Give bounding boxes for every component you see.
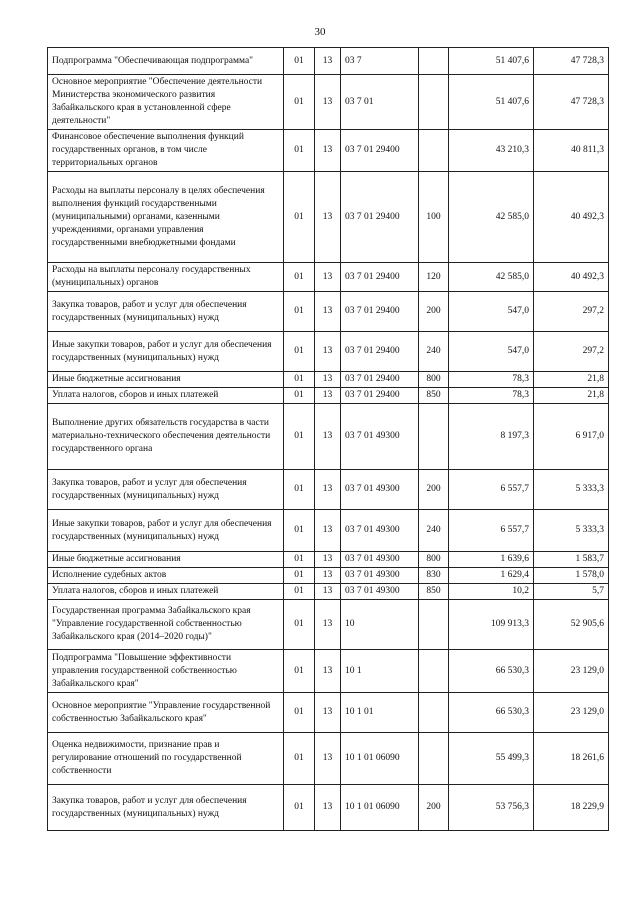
- row-section: 01: [284, 785, 315, 831]
- row-name: Государственная программа Забайкальского края "Управление государственной собственностью Забайкальского края (2014–2020 годы)": [48, 600, 284, 650]
- row-section: 01: [284, 510, 315, 552]
- row-subsection: 13: [315, 785, 341, 831]
- row-value-1: 6 557,7: [449, 510, 534, 552]
- row-section: 01: [284, 292, 315, 332]
- table-row: [48, 332, 609, 372]
- row-article: 03 7 01 49300: [341, 404, 419, 470]
- budget-table: [47, 47, 609, 831]
- row-section: 01: [284, 733, 315, 785]
- row-value-1: 42 585,0: [449, 172, 534, 263]
- row-value-1: 55 499,3: [449, 733, 534, 785]
- row-value-2: 18 229,9: [534, 785, 609, 831]
- row-expense-type: 800: [419, 552, 449, 568]
- row-article: 10 1: [341, 650, 419, 693]
- row-subsection: 13: [315, 404, 341, 470]
- row-value-2: 297,2: [534, 292, 609, 332]
- row-expense-type: 850: [419, 388, 449, 404]
- row-value-2: 1 578,0: [534, 568, 609, 584]
- row-article: 03 7 01 49300: [341, 470, 419, 510]
- row-value-2: 40 492,3: [534, 263, 609, 292]
- table-row: [48, 785, 609, 831]
- row-section: 01: [284, 372, 315, 388]
- row-section: 01: [284, 130, 315, 172]
- row-value-2: 21,8: [534, 372, 609, 388]
- row-name: Расходы на выплаты персоналу государственных (муниципальных) органов: [48, 263, 284, 292]
- row-value-1: 547,0: [449, 332, 534, 372]
- row-section: 01: [284, 568, 315, 584]
- row-name: Иные закупки товаров, работ и услуг для обеспечения государственных (муниципальных) нужд: [48, 510, 284, 552]
- row-subsection: 13: [315, 733, 341, 785]
- row-value-2: 47 728,3: [534, 75, 609, 130]
- table-row: [48, 568, 609, 584]
- row-value-1: 547,0: [449, 292, 534, 332]
- row-value-2: 18 261,6: [534, 733, 609, 785]
- row-value-2: 52 905,6: [534, 600, 609, 650]
- row-value-2: 47 728,3: [534, 48, 609, 75]
- row-expense-type: 120: [419, 263, 449, 292]
- row-article: 10: [341, 600, 419, 650]
- table-row: [48, 48, 609, 75]
- table-row: [48, 130, 609, 172]
- row-subsection: 13: [315, 332, 341, 372]
- row-subsection: 13: [315, 584, 341, 600]
- row-subsection: 13: [315, 470, 341, 510]
- row-name: Закупка товаров, работ и услуг для обеспечения государственных (муниципальных) нужд: [48, 292, 284, 332]
- row-expense-type: [419, 650, 449, 693]
- table-row: [48, 404, 609, 470]
- row-value-2: 6 917,0: [534, 404, 609, 470]
- row-expense-type: [419, 404, 449, 470]
- row-name: Оценка недвижимости, признание прав и регулирование отношений по государственной собственности: [48, 733, 284, 785]
- row-subsection: 13: [315, 600, 341, 650]
- row-value-1: 66 530,3: [449, 693, 534, 733]
- page-number: 30: [314, 26, 326, 38]
- table-row: [48, 372, 609, 388]
- row-section: 01: [284, 388, 315, 404]
- row-expense-type: [419, 693, 449, 733]
- row-subsection: 13: [315, 372, 341, 388]
- row-value-1: 78,3: [449, 372, 534, 388]
- row-article: 03 7 01 49300: [341, 584, 419, 600]
- row-value-2: 297,2: [534, 332, 609, 372]
- row-name: Закупка товаров, работ и услуг для обеспечения государственных (муниципальных) нужд: [48, 785, 284, 831]
- row-value-2: 1 583,7: [534, 552, 609, 568]
- row-value-1: 1 629,4: [449, 568, 534, 584]
- row-name: Выполнение других обязательств государства в части материально-технического обеспечения деятельности государственного органа: [48, 404, 284, 470]
- row-section: 01: [284, 332, 315, 372]
- row-value-2: 5 333,3: [534, 510, 609, 552]
- row-name: Иные закупки товаров, работ и услуг для обеспечения государственных (муниципальных) нужд: [48, 332, 284, 372]
- row-subsection: 13: [315, 693, 341, 733]
- row-subsection: 13: [315, 48, 341, 75]
- table-row: [48, 263, 609, 292]
- row-value-1: 66 530,3: [449, 650, 534, 693]
- row-value-1: 109 913,3: [449, 600, 534, 650]
- row-name: Финансовое обеспечение выполнения функций государственных органов, в том числе территориальных органов: [48, 130, 284, 172]
- table-row: [48, 693, 609, 733]
- row-subsection: 13: [315, 75, 341, 130]
- row-value-1: 51 407,6: [449, 75, 534, 130]
- row-name: Подпрограмма "Обеспечивающая подпрограмма": [48, 48, 284, 75]
- row-name: Закупка товаров, работ и услуг для обеспечения государственных (муниципальных) нужд: [48, 470, 284, 510]
- row-value-1: 42 585,0: [449, 263, 534, 292]
- row-article: 03 7 01 29400: [341, 130, 419, 172]
- row-name: Основное мероприятие "Обеспечение деятельности Министерства экономического развития Забайкальского края в установленной сфере деятельности": [48, 75, 284, 130]
- row-name: Расходы на выплаты персоналу в целях обеспечения выполнения функций государственными (муниципальными) органами, казенными учреждениями, органами управления государственными внебюджетными фондами: [48, 172, 284, 263]
- row-name: Иные бюджетные ассигнования: [48, 552, 284, 568]
- row-section: 01: [284, 552, 315, 568]
- row-name: Исполнение судебных актов: [48, 568, 284, 584]
- row-section: 01: [284, 263, 315, 292]
- row-value-1: 43 210,3: [449, 130, 534, 172]
- row-subsection: 13: [315, 510, 341, 552]
- table-row: [48, 733, 609, 785]
- row-article: 03 7 01 49300: [341, 552, 419, 568]
- row-article: 10 1 01 06090: [341, 785, 419, 831]
- row-name: Уплата налогов, сборов и иных платежей: [48, 584, 284, 600]
- row-subsection: 13: [315, 130, 341, 172]
- row-value-1: 78,3: [449, 388, 534, 404]
- row-article: 03 7 01 49300: [341, 510, 419, 552]
- row-value-2: 5,7: [534, 584, 609, 600]
- row-article: 03 7 01 29400: [341, 332, 419, 372]
- table-row: [48, 650, 609, 693]
- row-section: 01: [284, 75, 315, 130]
- row-subsection: 13: [315, 292, 341, 332]
- row-section: 01: [284, 172, 315, 263]
- row-name: Уплата налогов, сборов и иных платежей: [48, 388, 284, 404]
- row-section: 01: [284, 584, 315, 600]
- row-expense-type: [419, 48, 449, 75]
- row-expense-type: [419, 130, 449, 172]
- table-row: [48, 470, 609, 510]
- row-value-1: 10,2: [449, 584, 534, 600]
- row-subsection: 13: [315, 388, 341, 404]
- row-value-2: 21,8: [534, 388, 609, 404]
- row-expense-type: 240: [419, 510, 449, 552]
- row-section: 01: [284, 650, 315, 693]
- row-article: 03 7 01 29400: [341, 388, 419, 404]
- row-value-2: 23 129,0: [534, 693, 609, 733]
- row-name: Подпрограмма "Повышение эффективности управления государственной собственностью Забайкальского края": [48, 650, 284, 693]
- row-expense-type: 240: [419, 332, 449, 372]
- row-article: 10 1 01 06090: [341, 733, 419, 785]
- table-row: [48, 552, 609, 568]
- row-expense-type: 100: [419, 172, 449, 263]
- row-article: 03 7 01 29400: [341, 292, 419, 332]
- table-row: [48, 510, 609, 552]
- row-expense-type: [419, 600, 449, 650]
- row-expense-type: [419, 733, 449, 785]
- row-section: 01: [284, 48, 315, 75]
- row-section: 01: [284, 404, 315, 470]
- row-article: 03 7: [341, 48, 419, 75]
- row-name: Основное мероприятие "Управление государственной собственностью Забайкальского края": [48, 693, 284, 733]
- row-expense-type: 850: [419, 584, 449, 600]
- row-expense-type: 200: [419, 292, 449, 332]
- row-article: 03 7 01 29400: [341, 172, 419, 263]
- row-subsection: 13: [315, 172, 341, 263]
- row-section: 01: [284, 600, 315, 650]
- row-value-1: 6 557,7: [449, 470, 534, 510]
- row-section: 01: [284, 693, 315, 733]
- row-article: 10 1 01: [341, 693, 419, 733]
- row-subsection: 13: [315, 263, 341, 292]
- table-row: [48, 584, 609, 600]
- row-expense-type: 200: [419, 785, 449, 831]
- table-row: [48, 172, 609, 263]
- row-value-1: 8 197,3: [449, 404, 534, 470]
- row-subsection: 13: [315, 552, 341, 568]
- table-body: [48, 48, 609, 831]
- row-value-2: 5 333,3: [534, 470, 609, 510]
- row-subsection: 13: [315, 568, 341, 584]
- table-row: [48, 600, 609, 650]
- row-expense-type: 830: [419, 568, 449, 584]
- row-article: 03 7 01 29400: [341, 372, 419, 388]
- row-article: 03 7 01: [341, 75, 419, 130]
- row-value-1: 53 756,3: [449, 785, 534, 831]
- row-value-1: 1 639,6: [449, 552, 534, 568]
- row-subsection: 13: [315, 650, 341, 693]
- table-row: [48, 75, 609, 130]
- row-expense-type: [419, 75, 449, 130]
- row-value-1: 51 407,6: [449, 48, 534, 75]
- row-name: Иные бюджетные ассигнования: [48, 372, 284, 388]
- row-value-2: 40 492,3: [534, 172, 609, 263]
- row-expense-type: 800: [419, 372, 449, 388]
- row-expense-type: 200: [419, 470, 449, 510]
- row-value-2: 40 811,3: [534, 130, 609, 172]
- row-value-2: 23 129,0: [534, 650, 609, 693]
- table-row: [48, 388, 609, 404]
- row-article: 03 7 01 49300: [341, 568, 419, 584]
- row-article: 03 7 01 29400: [341, 263, 419, 292]
- row-section: 01: [284, 470, 315, 510]
- table-row: [48, 292, 609, 332]
